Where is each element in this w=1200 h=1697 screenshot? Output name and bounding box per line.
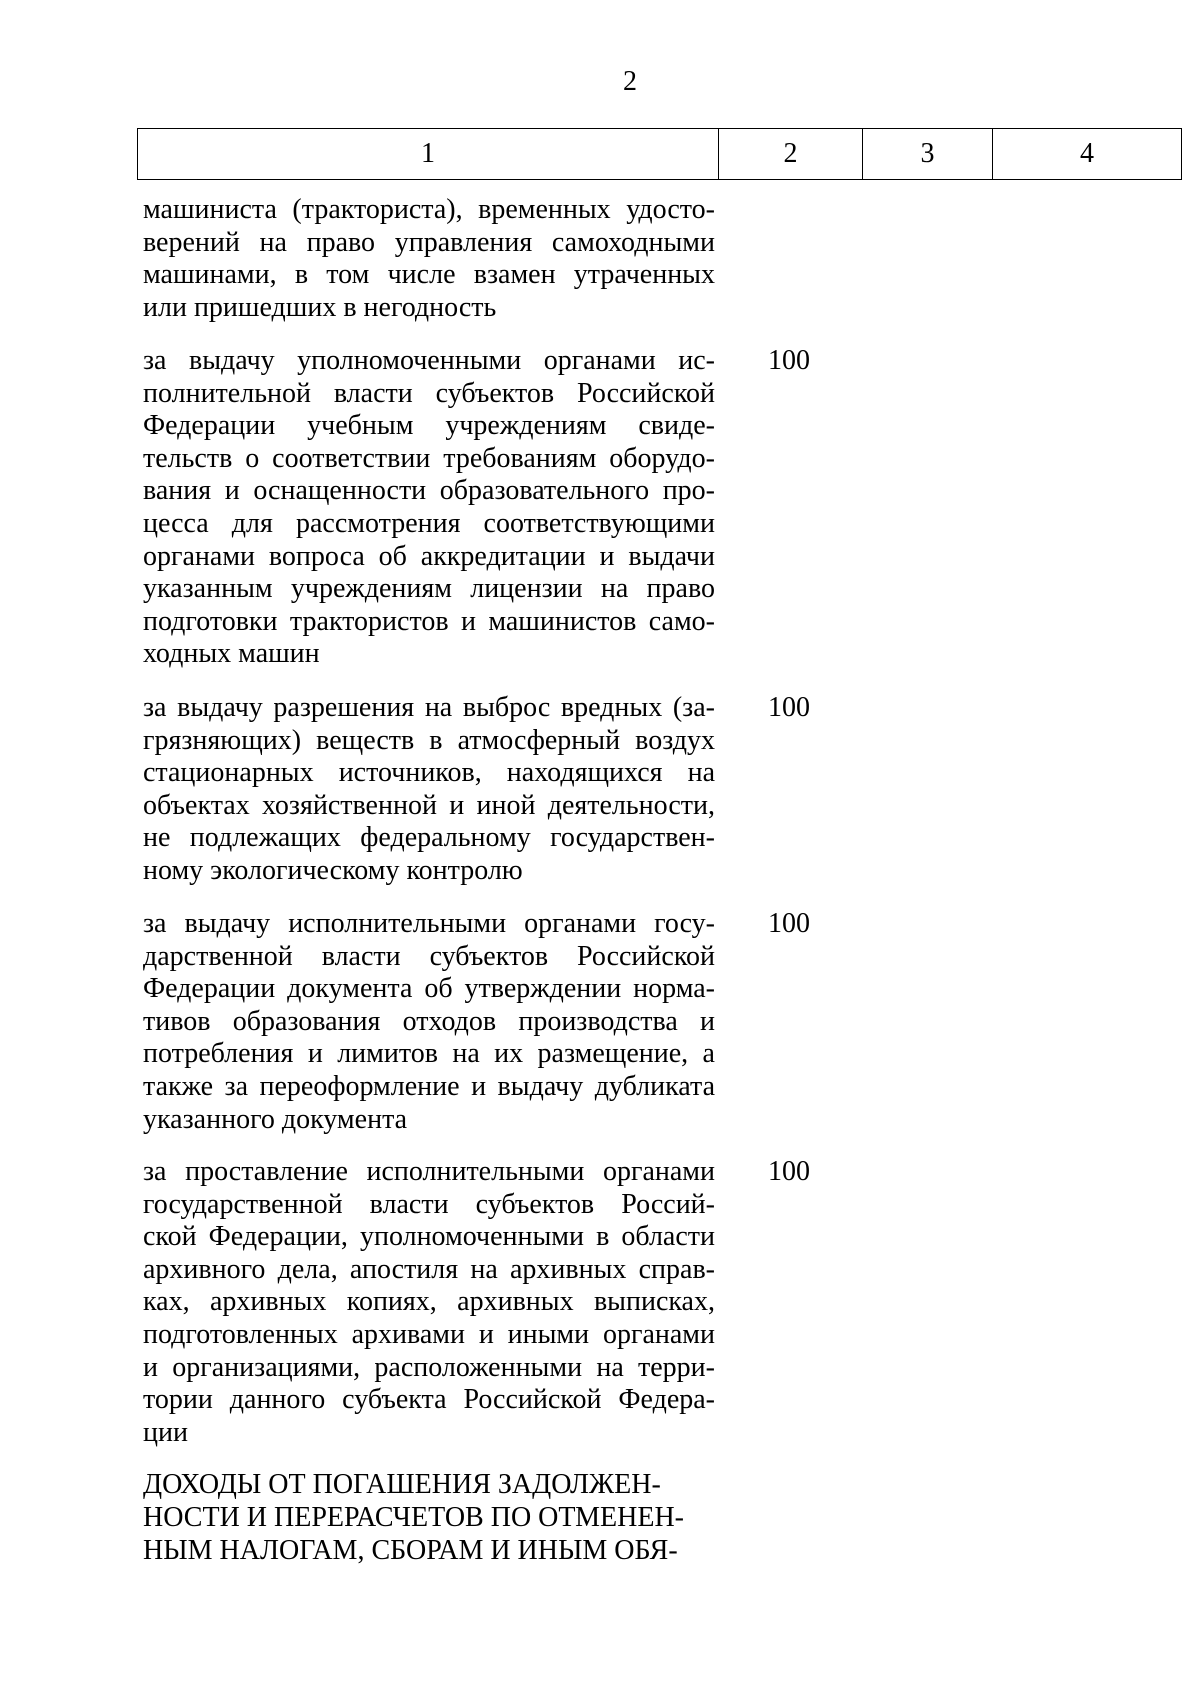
text-line: цесса для рассмотрения соответствующими [143, 507, 715, 539]
heading-line: НЫМ НАЛОГАМ, СБОРАМ И ИНЫМ ОБЯ- [143, 1535, 678, 1566]
text-line: за выдачу исполнительными органами госу- [143, 908, 715, 939]
text-line: тивов образования отходов производства и [143, 1005, 715, 1037]
fee-amount: 100 [768, 1156, 810, 1187]
text-line: архивного дела, апостиля на архивных справ- [143, 1253, 715, 1285]
text-line: органами вопроса об аккредитации и выдачи [143, 540, 715, 572]
text-line: или пришедших в негодность [143, 291, 497, 323]
text-line: подготовки трактористов и машинистов само- [143, 605, 715, 637]
fee-amount: 100 [768, 345, 810, 376]
column-header-1: 1 [138, 129, 719, 180]
column-header-3: 3 [863, 129, 993, 180]
text-line: за проставление исполнительными органами [143, 1156, 715, 1187]
fee-entry-description [143, 345, 715, 671]
text-line: объектах хозяйственной и иной деятельности, [143, 789, 715, 821]
text-line: не подлежащих федеральному государствен- [143, 822, 715, 854]
heading-line: НОСТИ И ПЕРЕРАСЧЕТОВ ПО ОТМЕНЕН- [143, 1502, 684, 1533]
heading-line: ДОХОДЫ ОТ ПОГАШЕНИЯ ЗАДОЛЖЕН- [143, 1469, 661, 1500]
text-line: подготовленных архивами и иными органами [143, 1318, 715, 1350]
page-number: 2 [623, 66, 637, 97]
text-line: указанного документа [143, 1103, 408, 1135]
column-header-4: 4 [993, 129, 1182, 180]
text-line: потребления и лимитов на их размещение, а [143, 1038, 715, 1070]
text-line: ках, архивных копиях, архивных выписках, [143, 1286, 715, 1318]
text-line: верений на право управления самоходными [143, 226, 715, 258]
column-header-row [138, 129, 1182, 180]
fee-entry-description [143, 908, 715, 1136]
fee-entry-description [143, 692, 715, 888]
text-line: за выдачу разрешения на выброс вредных (за- [143, 692, 715, 723]
text-line: ской Федерации, уполномоченными в области [143, 1221, 715, 1253]
text-line: грязняющих) веществ в атмосферный воздух [143, 724, 715, 756]
section-heading [143, 1468, 703, 1567]
text-line: тельств о соответствии требованиям оборудо- [143, 442, 715, 474]
text-line: и организациями, расположенными на терри- [143, 1351, 715, 1383]
text-line: дарственной власти субъектов Российской [143, 940, 715, 972]
text-line: указанным учреждениям лицензии на право [143, 573, 715, 605]
column-header-table [137, 128, 1182, 180]
text-line: ходных машин [143, 638, 320, 670]
text-line: машинами, в том числе взамен утраченных [143, 259, 715, 291]
text-line: тории данного субъекта Российской Федера- [143, 1384, 715, 1416]
fee-amount: 100 [768, 908, 810, 939]
text-line: за выдачу уполномоченными органами ис- [143, 345, 715, 376]
text-line: стационарных источников, находящихся на [143, 757, 715, 789]
column-header-2: 2 [719, 129, 863, 180]
text-line: Федерации учебным учреждениям свиде- [143, 410, 715, 442]
text-line: вания и оснащенности образовательного про- [143, 475, 715, 507]
fee-amount: 100 [768, 692, 810, 723]
text-line: также за переоформление и выдачу дубликата [143, 1070, 715, 1102]
fee-entry-description [143, 194, 715, 324]
text-line: машиниста (тракториста), временных удосто- [143, 194, 715, 225]
text-line: полнительной власти субъектов Российской [143, 377, 715, 409]
text-line: ции [143, 1416, 188, 1448]
text-line: Федерации документа об утверждении норма- [143, 973, 715, 1005]
text-line: ному экологическому контролю [143, 854, 523, 886]
text-line: государственной власти субъектов Россий- [143, 1188, 715, 1220]
fee-entry-description [143, 1156, 715, 1449]
